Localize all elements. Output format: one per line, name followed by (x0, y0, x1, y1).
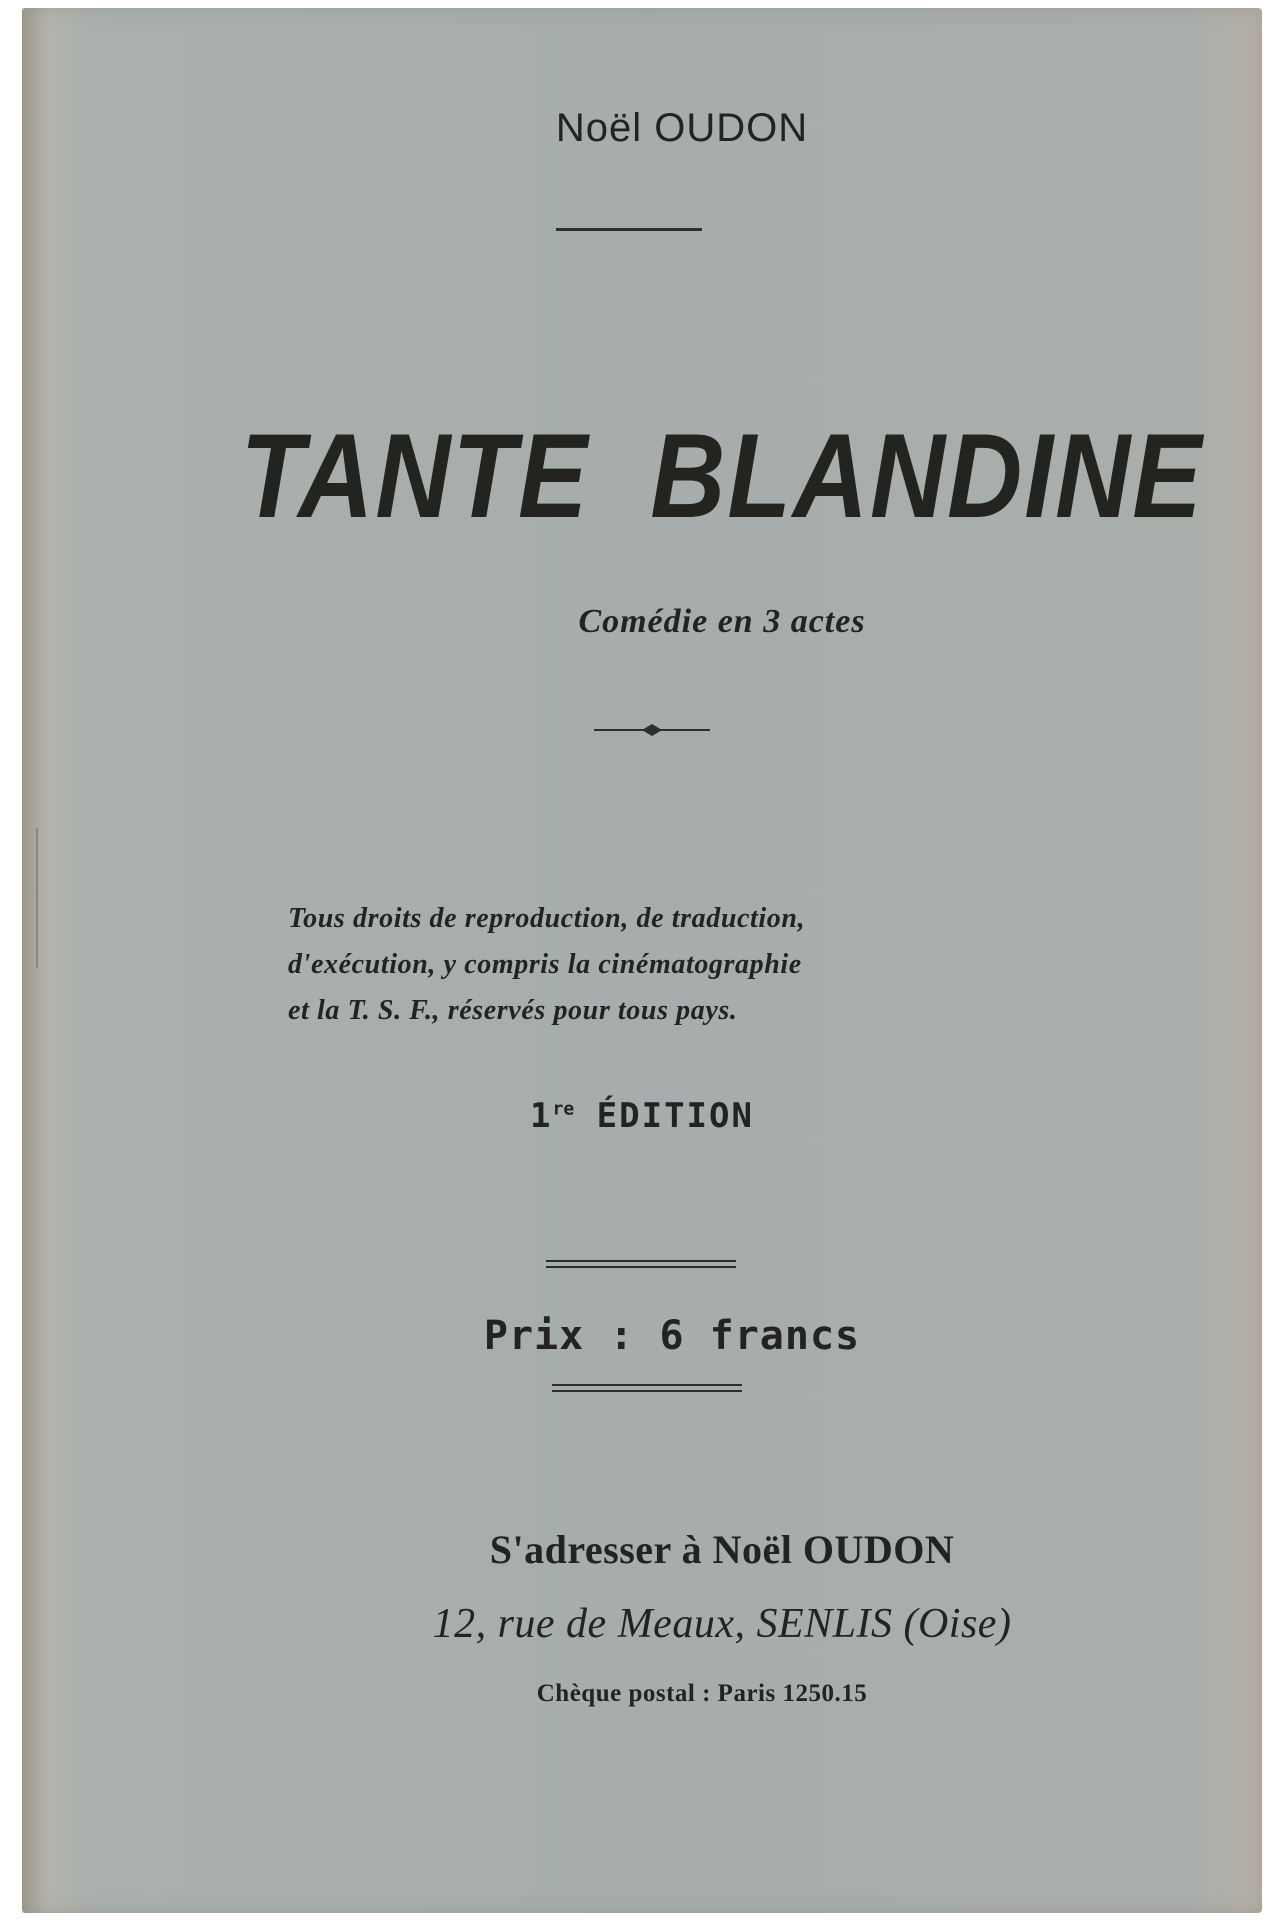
edition-label (22, 1096, 1262, 1136)
contact-line: S'adresser à Noël OUDON (489, 1527, 955, 1572)
rights-line-3: et la T. S. F., réservés pour tous pays. (288, 995, 738, 1026)
price-top-double-rule (546, 1260, 736, 1272)
rights-line-2: d'exécution, y compris la cinématographie (288, 949, 802, 980)
ornament-divider-icon (594, 720, 710, 740)
book-cover (22, 8, 1262, 1913)
author-name: Noël OUDON (555, 106, 809, 150)
address-line: 12, rue de Meaux, SENLIS (Oise) (432, 1601, 1012, 1647)
fold-mark (36, 828, 46, 968)
book-subtitle: Comédie en 3 actes (578, 603, 866, 640)
price-label: Prix : 6 francs (483, 1313, 861, 1359)
edition-number: 1 (530, 1096, 553, 1136)
rights-line-1: Tous droits de reproduction, de traduction, (288, 903, 806, 934)
book-title: TANTE BLANDINE (240, 410, 1204, 544)
edition-word: ÉDITION (596, 1096, 754, 1136)
postal-cheque-line: Chèque postal : Paris 1250.15 (536, 1680, 868, 1707)
price-bottom-double-rule (552, 1384, 742, 1396)
rights-notice (288, 896, 1048, 1034)
author-divider (556, 228, 702, 231)
edition-superscript: re (552, 1098, 575, 1120)
